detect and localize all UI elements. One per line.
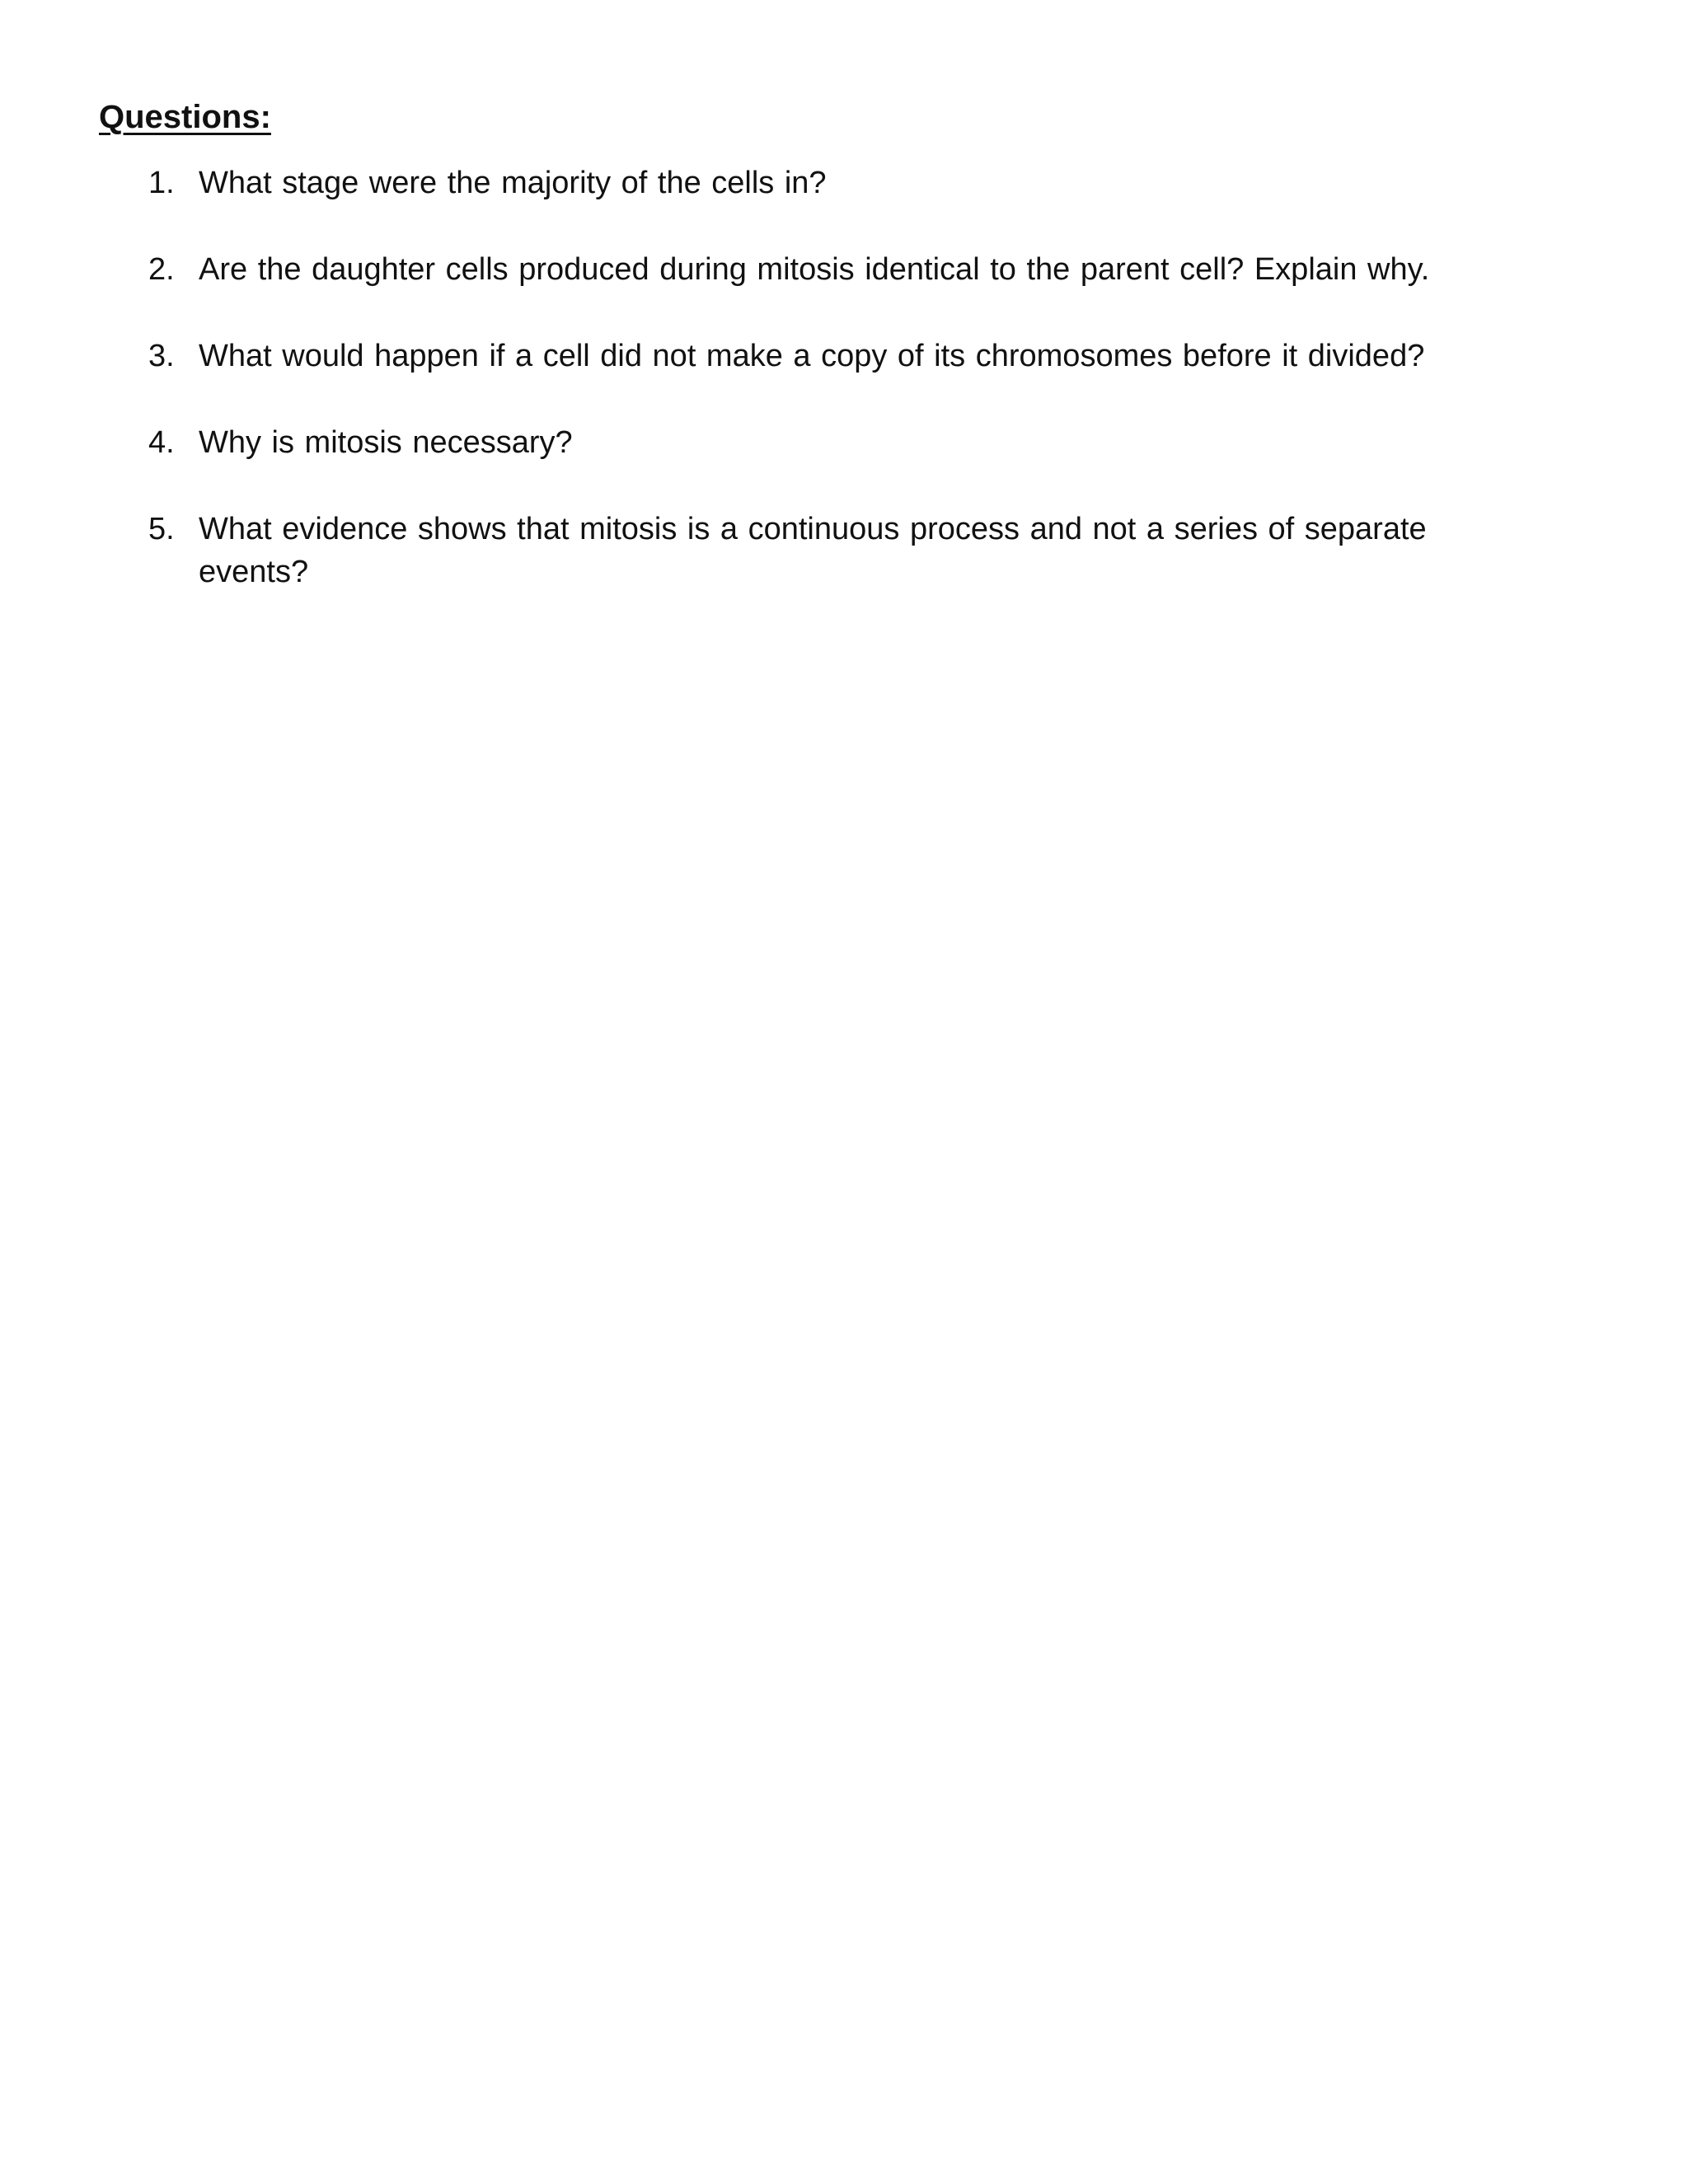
question-text: Why is mitosis necessary? (199, 425, 573, 460)
question-item-3 (0, 335, 1472, 377)
question-number: 5. (148, 512, 175, 546)
question-text: What evidence shows that mitosis is a continuous process and not a series of separate events? (199, 512, 1427, 589)
question-item-5 (0, 508, 1472, 593)
question-list (0, 162, 1472, 637)
question-number: 1. (148, 166, 175, 200)
questions-heading: Questions: (99, 99, 271, 135)
question-number: 2. (148, 252, 175, 287)
question-text: Are the daughter cells produced during mitosis identical to the parent cell? Explain why. (199, 252, 1430, 287)
question-text: What stage were the majority of the cells in? (199, 166, 827, 200)
question-number: 4. (148, 425, 175, 460)
question-text: What would happen if a cell did not make a copy of its chromosomes before it divided? (199, 339, 1425, 373)
question-item-4 (0, 421, 1472, 464)
question-item-1 (0, 162, 1472, 204)
question-number: 3. (148, 339, 175, 373)
question-item-2 (0, 248, 1472, 291)
